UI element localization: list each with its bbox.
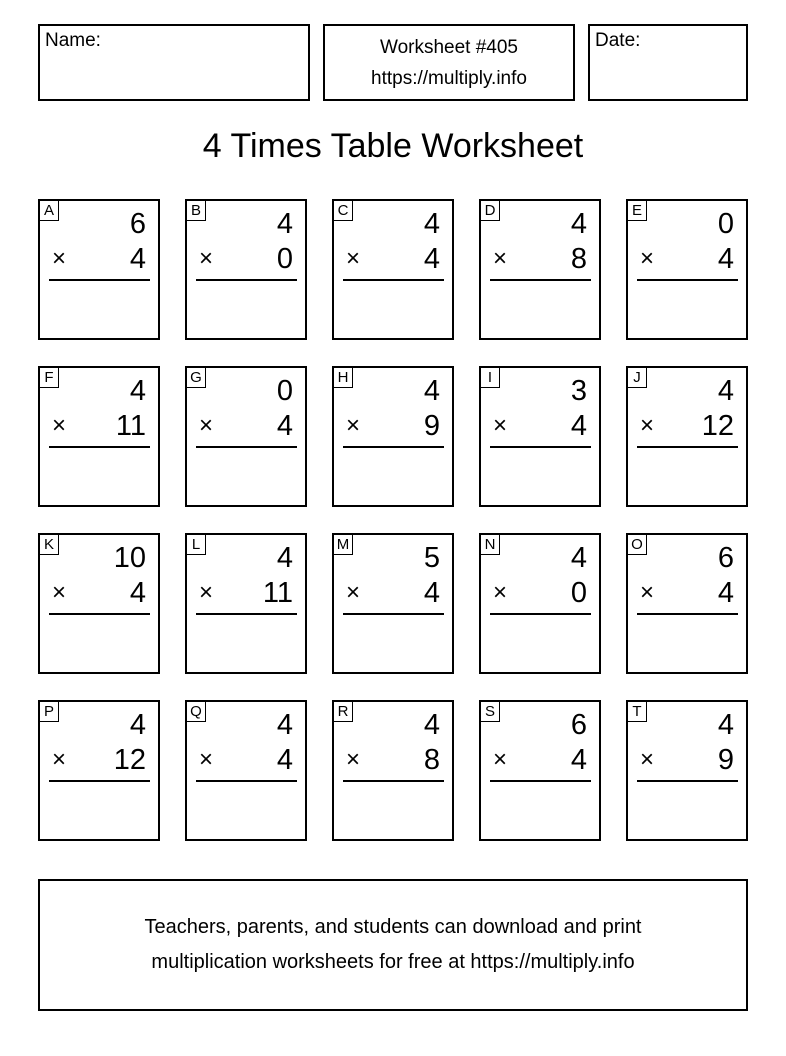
problem-card[interactable] [332, 366, 454, 507]
answer-line [196, 780, 297, 782]
multiply-sign: × [346, 579, 361, 606]
problem-card[interactable] [185, 700, 307, 841]
problem-letter: O [627, 534, 647, 555]
problem-letter: B [186, 200, 206, 221]
problem-top-number: 4 [129, 375, 146, 407]
problem-letter: S [480, 701, 500, 722]
problem-card[interactable] [332, 700, 454, 841]
problem-top-number: 0 [276, 375, 293, 407]
problem-top-number: 4 [276, 709, 293, 741]
answer-line [196, 613, 297, 615]
problem-letter: A [39, 200, 59, 221]
problem-card[interactable] [626, 533, 748, 674]
multiply-sign: × [199, 746, 214, 773]
footer-line-2: multiplication worksheets for free at https://multiply.info [151, 951, 635, 973]
worksheet-number: Worksheet #405 [379, 37, 518, 58]
problem-letter: H [333, 367, 353, 388]
problem-letter: P [39, 701, 59, 722]
footer-line-1: Teachers, parents, and students can download and print [144, 916, 642, 938]
problem-card[interactable] [626, 366, 748, 507]
problem-bottom-number: 4 [276, 410, 293, 442]
problem-bottom-number: 12 [113, 744, 146, 776]
problem-bottom-number: 4 [129, 243, 146, 275]
problem-card[interactable] [479, 199, 601, 340]
problem-card[interactable] [38, 533, 160, 674]
multiply-sign: × [493, 412, 508, 439]
problem-card[interactable] [479, 533, 601, 674]
problem-top-number: 5 [423, 542, 440, 574]
problem-top-number: 4 [276, 208, 293, 240]
problem-bottom-number: 9 [423, 410, 440, 442]
answer-line [490, 613, 591, 615]
problem-bottom-number: 0 [570, 577, 587, 609]
problem-bottom-number: 4 [129, 577, 146, 609]
problem-top-number: 4 [423, 709, 440, 741]
problem-top-number: 4 [717, 709, 734, 741]
multiply-sign: × [346, 412, 361, 439]
problem-letter: J [627, 367, 647, 388]
answer-line [49, 780, 150, 782]
problem-bottom-number: 4 [276, 744, 293, 776]
answer-line [343, 279, 444, 281]
problem-top-number: 4 [423, 208, 440, 240]
problem-letter: K [39, 534, 59, 555]
answer-line [490, 446, 591, 448]
site-url: https://multiply.info [371, 68, 527, 89]
problem-letter: L [186, 534, 206, 555]
multiply-sign: × [52, 412, 67, 439]
multiply-sign: × [52, 746, 67, 773]
answer-line [49, 446, 150, 448]
problem-letter: N [480, 534, 500, 555]
date-field[interactable] [588, 24, 748, 101]
problem-letter: T [627, 701, 647, 722]
answer-line [196, 279, 297, 281]
problem-bottom-number: 8 [423, 744, 440, 776]
answer-line [637, 613, 738, 615]
multiply-sign: × [493, 746, 508, 773]
problem-card[interactable] [626, 199, 748, 340]
worksheet-info-box [323, 24, 575, 101]
answer-line [490, 780, 591, 782]
problem-card[interactable] [479, 366, 601, 507]
problem-card[interactable] [185, 199, 307, 340]
answer-line [637, 446, 738, 448]
problem-bottom-number: 4 [717, 577, 734, 609]
footer-box [38, 879, 748, 1011]
problem-top-number: 6 [129, 208, 146, 240]
multiply-sign: × [52, 579, 67, 606]
problem-bottom-number: 8 [570, 243, 587, 275]
problem-top-number: 4 [717, 375, 734, 407]
problem-top-number: 0 [717, 208, 734, 240]
problem-letter: R [333, 701, 353, 722]
problem-letter: F [39, 367, 59, 388]
problem-top-number: 4 [570, 208, 587, 240]
problem-letter: C [333, 200, 353, 221]
problem-card[interactable] [332, 533, 454, 674]
page-title: 4 Times Table Worksheet [202, 127, 584, 165]
problem-bottom-number: 4 [423, 577, 440, 609]
problem-card[interactable] [626, 700, 748, 841]
problem-letter: E [627, 200, 647, 221]
problem-bottom-number: 9 [717, 744, 734, 776]
date-label: Date: [595, 30, 641, 51]
multiply-sign: × [640, 746, 655, 773]
multiply-sign: × [199, 412, 214, 439]
problem-card[interactable] [185, 533, 307, 674]
answer-line [49, 279, 150, 281]
problem-top-number: 4 [276, 542, 293, 574]
problem-bottom-number: 11 [262, 577, 293, 609]
problem-card[interactable] [38, 700, 160, 841]
multiply-sign: × [493, 579, 508, 606]
answer-line [343, 613, 444, 615]
problem-card[interactable] [38, 199, 160, 340]
problem-bottom-number: 4 [570, 410, 587, 442]
problem-card[interactable] [479, 700, 601, 841]
multiply-sign: × [52, 245, 67, 272]
name-label: Name: [45, 30, 101, 51]
problem-top-number: 4 [423, 375, 440, 407]
problem-top-number: 4 [129, 709, 146, 741]
multiply-sign: × [640, 579, 655, 606]
multiply-sign: × [493, 245, 508, 272]
multiply-sign: × [199, 579, 214, 606]
problem-letter: G [186, 367, 206, 388]
problem-top-number: 3 [570, 375, 587, 407]
multiply-sign: × [199, 245, 214, 272]
answer-line [490, 279, 591, 281]
multiply-sign: × [346, 245, 361, 272]
problem-bottom-number: 4 [717, 243, 734, 275]
problem-card[interactable] [38, 366, 160, 507]
problem-top-number: 10 [113, 542, 146, 574]
answer-line [637, 780, 738, 782]
problem-bottom-number: 4 [570, 744, 587, 776]
problem-top-number: 6 [570, 709, 587, 741]
problem-bottom-number: 4 [423, 243, 440, 275]
answer-line [196, 446, 297, 448]
answer-line [49, 613, 150, 615]
multiply-sign: × [640, 245, 655, 272]
problem-bottom-number: 11 [115, 410, 146, 442]
answer-line [343, 446, 444, 448]
answer-line [637, 279, 738, 281]
problem-card[interactable] [185, 366, 307, 507]
problem-top-number: 6 [717, 542, 734, 574]
name-field[interactable] [38, 24, 310, 101]
problem-letter: D [480, 200, 500, 221]
problem-letter: I [480, 367, 500, 388]
answer-line [343, 780, 444, 782]
problem-card[interactable] [332, 199, 454, 340]
problem-bottom-number: 12 [701, 410, 734, 442]
problem-bottom-number: 0 [276, 243, 293, 275]
multiply-sign: × [640, 412, 655, 439]
multiply-sign: × [346, 746, 361, 773]
problem-top-number: 4 [570, 542, 587, 574]
problem-letter: Q [186, 701, 206, 722]
problem-letter: M [333, 534, 353, 555]
